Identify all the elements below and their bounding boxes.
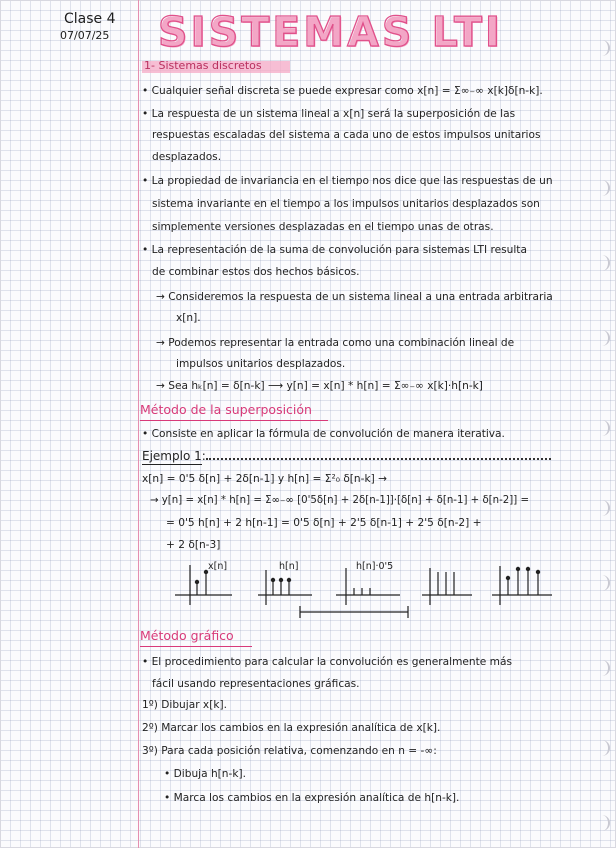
stem-dot <box>204 570 207 573</box>
plot-label-h-scaled: h[n]·0'5 <box>356 561 394 572</box>
class-date: 07/07/25 <box>60 29 110 42</box>
example-label: Ejemplo 1: <box>142 449 206 463</box>
text-line: x[n]. <box>176 312 201 324</box>
text-line: • La representación de la suma de convolución para sistemas LTI resulta <box>142 244 527 256</box>
stem-dot <box>279 578 282 581</box>
stem-dot <box>536 570 539 573</box>
substep-line: • Dibuja h[n-k]. <box>164 768 246 780</box>
step-line: 1º) Dibujar x[k]. <box>142 699 227 711</box>
heading-underline <box>140 646 252 647</box>
text-line: de combinar estos dos hechos básicos. <box>152 266 360 278</box>
plot-label-x: x[n] <box>208 561 228 572</box>
plot-label-h: h[n] <box>279 561 299 572</box>
text-line: • Consiste en aplicar la fórmula de convolución de manera iterativa. <box>142 428 505 440</box>
class-label: Clase 4 <box>64 11 116 27</box>
stem-dot <box>516 567 519 570</box>
step-line: 2º) Marcar los cambios en la expresión analítica de x[k]. <box>142 722 441 734</box>
math-line: x[n] = 0'5 δ[n] + 2δ[n-1] y h[n] = Σ²₀ δ[n-k] → <box>142 473 387 485</box>
section-heading-sistemas-discretos: 1- Sistemas discretos <box>144 59 262 72</box>
text-line: • Cualquier señal discreta se puede expresar como x[n] = Σ∞₋∞ x[k]δ[n-k]. <box>142 85 543 97</box>
text-line: • La propiedad de invariancia en el tiempo nos dice que las respuestas de un <box>142 175 553 187</box>
stem-dot <box>271 578 274 581</box>
text-line: desplazados. <box>152 151 222 163</box>
text-line: → Podemos representar la entrada como una combinación lineal de <box>156 337 515 349</box>
step-line: 3º) Para cada posición relativa, comenzando en n = -∞: <box>142 745 437 757</box>
text-line: → Sea hₖ[n] = δ[n-k] ⟶ y[n] = x[n] * h[n] = Σ∞₋∞ x[k]·h[n-k] <box>156 380 483 392</box>
text-line: • El procedimiento para calcular la convolución es generalmente más <box>142 656 512 668</box>
section-heading-superposicion: Método de la superposición <box>140 402 312 417</box>
text-line: respuestas escaladas del sistema a cada uno de estos impulsos unitarios <box>152 129 541 141</box>
stem-dot <box>287 578 290 581</box>
stem-dot <box>506 576 509 579</box>
text-line: • La respuesta de un sistema lineal a x[n] será la superposición de las <box>142 108 516 120</box>
page-title: SISTEMAS LTI <box>158 8 504 56</box>
stem-dot <box>195 580 198 583</box>
text-line: → Consideremos la respuesta de un sistema lineal a una entrada arbitraria <box>156 291 553 303</box>
text-line: fácil usando representaciones gráficas. <box>152 678 360 690</box>
math-line: = 0'5 h[n] + 2 h[n-1] = 0'5 δ[n] + 2'5 δ[n-1] + 2'5 δ[n-2] + <box>166 517 482 529</box>
substep-line: • Marca los cambios en la expresión analítica de h[n-k]. <box>164 792 460 804</box>
text-line: impulsos unitarios desplazados. <box>176 358 346 370</box>
text-line: simplemente versiones desplazadas en el tiempo unas de otras. <box>152 221 494 233</box>
text-line: sistema invariante en el tiempo a los impulsos unitarios desplazados son <box>152 198 540 210</box>
math-line: + 2 δ[n-3] <box>166 539 221 551</box>
stem-dot <box>526 567 529 570</box>
section-heading-metodo-grafico: Método gráfico <box>140 628 234 643</box>
math-line: → y[n] = x[n] * h[n] = Σ∞₋∞ [0'5δ[n] + 2δ[n-1]]·[δ[n] + δ[n-1] + δ[n-2]] = <box>150 495 529 506</box>
